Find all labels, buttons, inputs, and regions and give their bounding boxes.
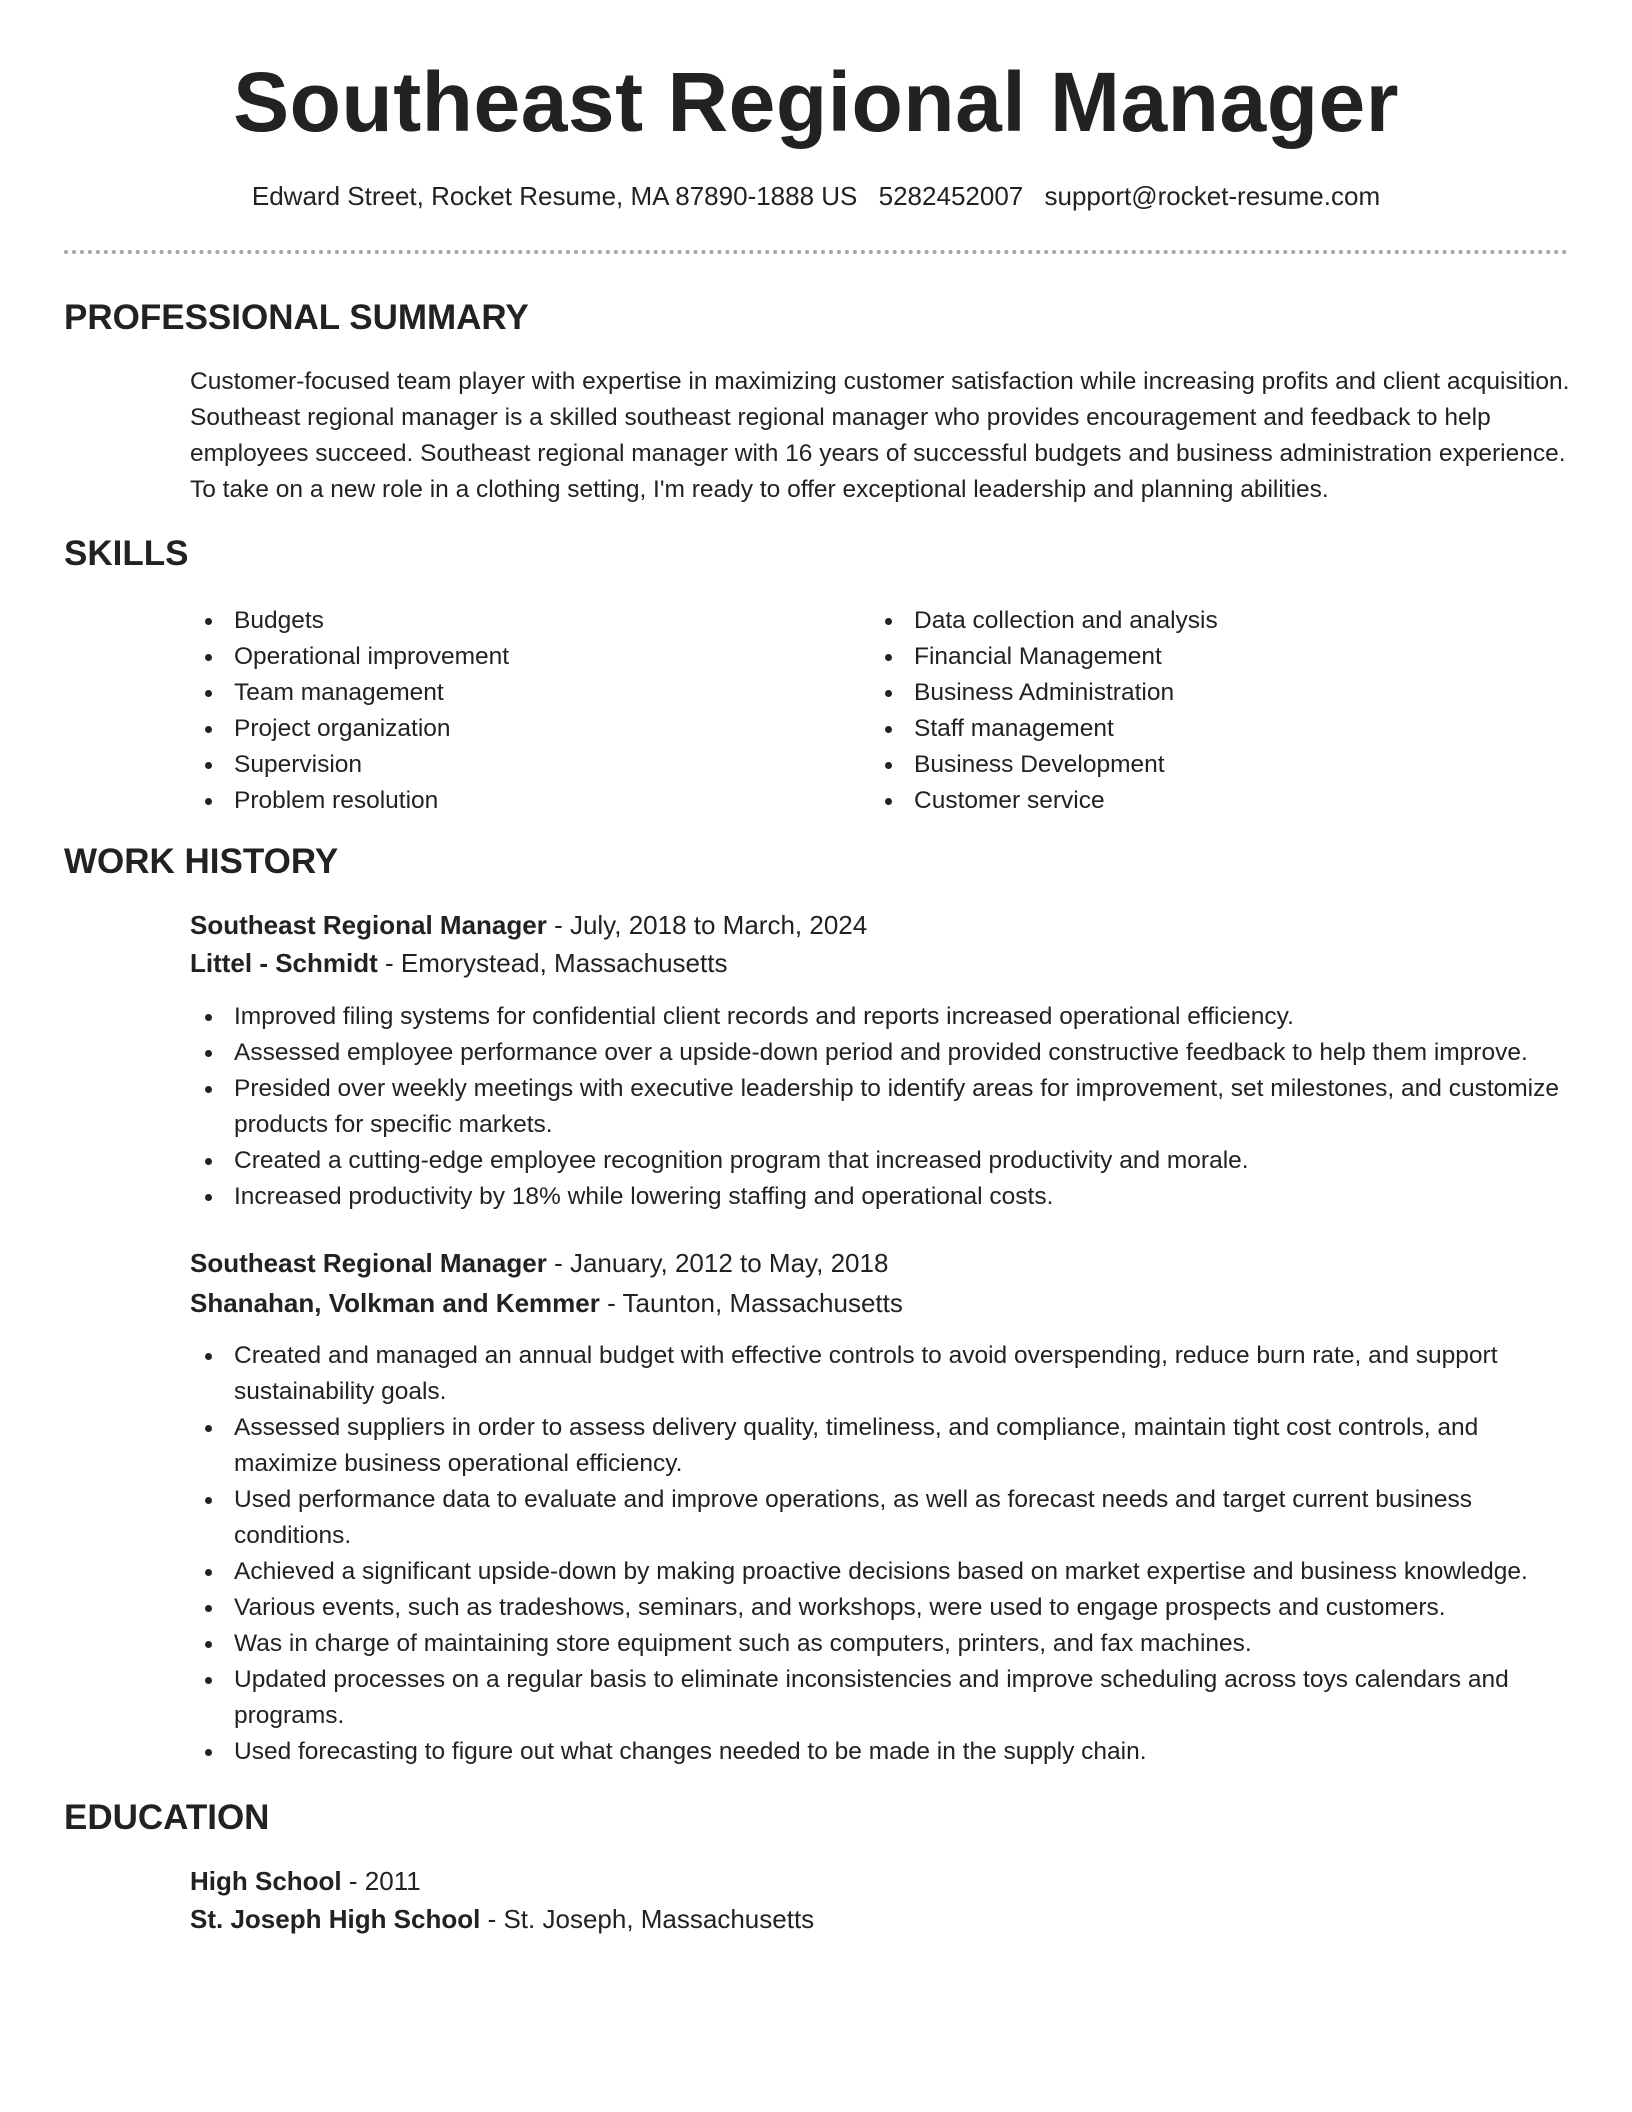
summary-text: Customer-focused team player with expertise in maximizing customer satisfaction while increasing profits and client acquisition. Southeast regional manager is a skilled southeast regional manager who provides encouragement and feedback to help employees succeed. Southeast regional manager with 16 years of successful budgets and business administration experience. To take on a new role in a clothing setting, I'm ready to offer exceptional leadership and planning abilities. — [190, 368, 1570, 503]
job-bullet: Achieved a significant upside-down by making proactive decisions based on market expertise and business knowledge. — [190, 1554, 1570, 1590]
education-degree: High School — [190, 1866, 342, 1896]
job-location: - Emorystead, Massachusetts — [377, 948, 728, 978]
job-bullet: Created and managed an annual budget with effective controls to avoid overspending, reduce burn rate, and support sustainability goals. — [190, 1338, 1570, 1410]
job-bullet: Various events, such as tradeshows, seminars, and workshops, were used to engage prospects and customers. — [190, 1590, 1570, 1626]
job-bullet: Assessed suppliers in order to assess delivery quality, timeliness, and compliance, maintain tight cost controls, and maximize business operational efficiency. — [190, 1410, 1570, 1482]
skills-list — [190, 603, 1570, 819]
skill-item: Staff management — [870, 711, 1550, 747]
skill-item: Business Development — [870, 747, 1550, 783]
skill-item: Business Administration — [870, 675, 1550, 711]
job-role: Southeast Regional Manager — [190, 910, 547, 940]
education-school: St. Joseph High School — [190, 1904, 481, 1934]
job-company-line — [190, 944, 727, 982]
resume-name-heading: Southeast Regional Manager — [233, 55, 1399, 149]
section-title-skills: SKILLS — [64, 534, 189, 573]
contact-line — [0, 178, 1632, 214]
skill-item: Supervision — [190, 747, 870, 783]
job-bullet: Created a cutting-edge employee recognition program that increased productivity and morale. — [190, 1143, 1570, 1179]
job-title-line — [190, 1244, 888, 1282]
skill-item: Problem resolution — [190, 783, 870, 819]
header-divider — [64, 250, 1568, 254]
section-title-summary: PROFESSIONAL SUMMARY — [64, 298, 529, 337]
job-bullet-list — [190, 1338, 1570, 1770]
job-dates: - July, 2018 to March, 2024 — [546, 910, 868, 940]
contact-address: Edward Street, Rocket Resume, MA 87890-1888 US — [251, 181, 858, 211]
job-bullet: Improved filing systems for confidential client records and reports increased operational efficiency. — [190, 999, 1570, 1035]
education-year: - 2011 — [341, 1866, 421, 1896]
contact-email: support@rocket-resume.com — [1044, 181, 1381, 211]
education-degree-line — [190, 1862, 421, 1900]
job-bullet: Was in charge of maintaining store equipment such as computers, printers, and fax machines. — [190, 1626, 1570, 1662]
skills-column-left — [190, 603, 870, 819]
skill-item: Data collection and analysis — [870, 603, 1550, 639]
job-bullet: Updated processes on a regular basis to eliminate inconsistencies and improve scheduling across toys calendars and programs. — [190, 1662, 1570, 1734]
job-bullets — [190, 1338, 1570, 1770]
skill-item: Team management — [190, 675, 870, 711]
job-bullets — [190, 999, 1570, 1215]
job-company: Shanahan, Volkman and Kemmer — [190, 1288, 600, 1318]
job-location: - Taunton, Massachusetts — [599, 1288, 903, 1318]
job-title-line — [190, 906, 867, 944]
contact-phone: 5282452007 — [878, 181, 1024, 211]
job-company: Littel - Schmidt — [190, 948, 378, 978]
skills-column-right — [870, 603, 1550, 819]
skill-item: Project organization — [190, 711, 870, 747]
job-bullet: Assessed employee performance over a upside-down period and provided constructive feedback to help them improve. — [190, 1035, 1570, 1071]
job-dates: - January, 2012 to May, 2018 — [546, 1248, 889, 1278]
skill-item: Operational improvement — [190, 639, 870, 675]
job-role: Southeast Regional Manager — [190, 1248, 547, 1278]
education-location: - St. Joseph, Massachusetts — [480, 1904, 815, 1934]
skill-item: Financial Management — [870, 639, 1550, 675]
job-bullet: Increased productivity by 18% while lowering staffing and operational costs. — [190, 1179, 1570, 1215]
section-title-education: EDUCATION — [64, 1798, 270, 1837]
job-bullet: Presided over weekly meetings with executive leadership to identify areas for improvement, set milestones, and customize products for specific markets. — [190, 1071, 1570, 1143]
education-school-line — [190, 1900, 814, 1938]
job-bullet-list — [190, 999, 1570, 1215]
job-bullet: Used forecasting to figure out what changes needed to be made in the supply chain. — [190, 1734, 1570, 1770]
job-company-line — [190, 1284, 903, 1322]
section-title-work-history: WORK HISTORY — [64, 842, 339, 881]
job-bullet: Used performance data to evaluate and improve operations, as well as forecast needs and target current business conditions. — [190, 1482, 1570, 1554]
skill-item: Budgets — [190, 603, 870, 639]
skill-item: Customer service — [870, 783, 1550, 819]
